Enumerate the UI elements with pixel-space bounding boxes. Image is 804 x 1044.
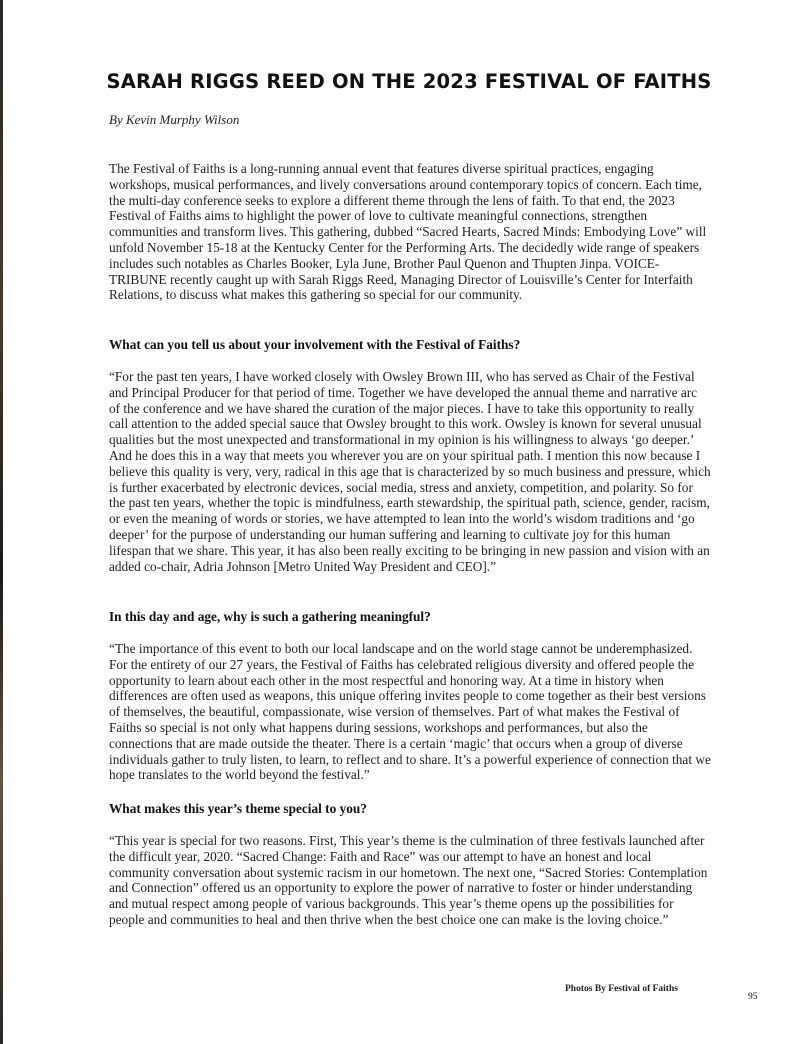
answer-2: “The importance of this event to both our local landscape and on the world stage cannot be underemphasized. For the entirety of our 27 years, the Festival of Faiths has celebrated religious diversity and offered people the opportunity to learn about each other in the most respectful and honoring way. At a time in history when differences are often used as weapons, this unique offering invites people to come together as their best versions of themselves, the beautiful, compassionate, wise version of themselves. Part of what makes the Festival of Faiths so special is not only what happens during sessions, workshops and performances, but also the connections that are made outside the theater. There is a certain ‘magic’ that occurs when a group of diverse individuals gather to truly listen, to learn, to reflect and to share. It’s a powerful experience of connection that we hope translates to the world beyond the festival.” (109, 641, 711, 783)
answer-3: “This year is special for two reasons. First, This year’s theme is the culmination of three festivals launched after the difficult year, 2020. “Sacred Change: Faith and Race” was our attempt to have an honest and local community conversation about systemic racism in our hometown. The next one, “Sacred Stories: Contemplation and Connection” offered us an opportunity to explore the power of narrative to foster or hinder understanding and mutual respect among people of various backgrounds. This year’s theme opens up the possibilities for people and communities to heal and then thrive when the best choice one can make is the loving choice.” (109, 833, 708, 927)
question-2: In this day and age, why is such a gathering meaningful? (109, 609, 431, 624)
article-title: SARAH RIGGS REED ON THE 2023 FESTIVAL OF FAITHS (106, 70, 712, 93)
page-edge-photo-strip (0, 0, 3, 1044)
page-number: 95 (748, 992, 758, 1002)
intro-paragraph: The Festival of Faiths is a long-running annual event that features diverse spiritual practices, engaging workshops, musical performances, and lively conversations around contemporary topics of concern. Each time, the multi-day conference seeks to explore a different theme through the lens of faith. To that end, the 2023 Festival of Faiths aims to highlight the power of love to cultivate meaningful connections, strengthen communities and transform lives. This gathering, dubbed “Sacred Hearts, Sacred Minds: Embodying Love” will unfold November 15-18 at the Kentucky Center for the Performing Arts. The decidedly wide range of speakers includes such notables as Charles Booker, Lyla June, Brother Paul Quenon and Thupten Jinpa. VOICE-TRIBUNE recently caught up with Sarah Riggs Reed, Managing Director of Louisville’s Center for Interfaith Relations, to discuss what makes this gathering so special for our community. (109, 161, 707, 303)
photo-credit: Photos By Festival of Faiths (565, 984, 678, 994)
question-3: What makes this year’s theme special to you? (109, 801, 367, 816)
answer-1: “For the past ten years, I have worked closely with Owsley Brown III, who has served as Chair of the Festival and Principal Producer for that period of time. Together we have developed the annual theme and narrative arc of the conference and we have shared the curation of the major pieces. I have to take this opportunity to really call attention to the added special sauce that Owsley brought to this work. Owsley is known for several unusual qualities but the most unexpected and transformational in my opinion is his willingness to always ‘go deeper.’ And he does this in a way that meets you wherever you are on your spiritual path. I mention this now because I believe this quality is very, very, radical in this age that is characterized by so much business and pressure, which is further exacerbated by electronic devices, social media, stress and anxiety, competition, and polarity. So for the past ten years, whether the topic is mindfulness, earth stewardship, the spiritual path, science, gender, racism, or even the meaning of words or stories, we have attempted to lean into the world’s wisdom traditions and ‘go deeper’ for the purpose of understanding our human suffering and learning to cultivate joy for this human lifespan that we share. This year, it has also been really exciting to be bringing in new passion and vision with an added co-chair, Adria Johnson [Metro United Way President and CEO].” (109, 369, 711, 574)
question-1: What can you tell us about your involvement with the Festival of Faiths? (109, 337, 521, 352)
article-byline: By Kevin Murphy Wilson (109, 112, 240, 127)
